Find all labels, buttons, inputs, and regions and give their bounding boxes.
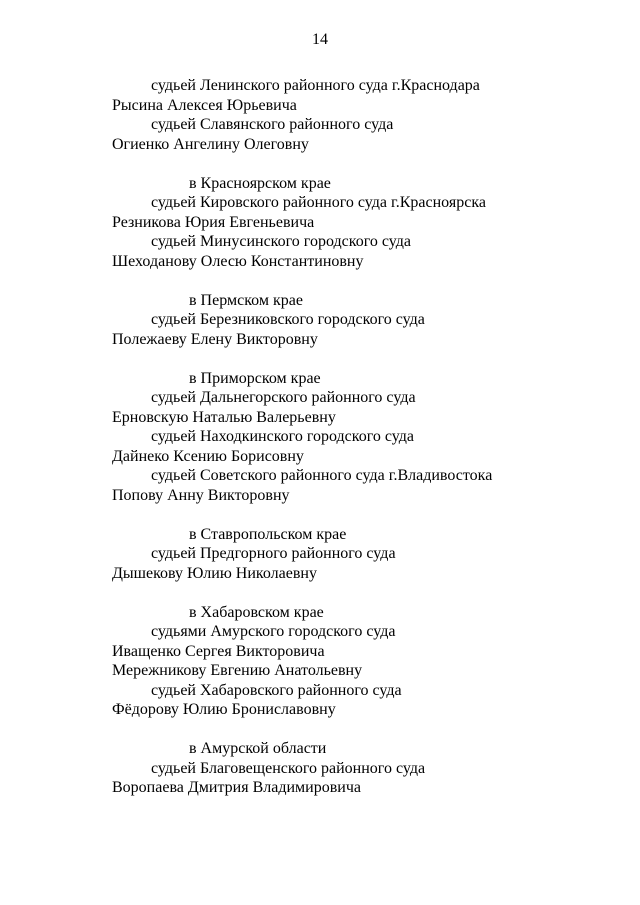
region-heading: в Пермском крае — [189, 291, 303, 309]
court-position-line: судьей Благовещенского районного суда — [151, 759, 426, 777]
appointment-block — [0, 369, 640, 506]
block-spacer — [0, 583, 640, 603]
court-position-line: судьей Советского районного суда г.Владивостока — [151, 467, 493, 484]
court-position-line: судьей Славянского районного суда — [151, 116, 394, 133]
person-name-line: Ерновскую Наталью Валерьевну — [112, 408, 336, 426]
appointment-block — [0, 174, 640, 272]
region-heading: в Красноярском крае — [189, 174, 331, 192]
person-name-line: Воропаева Дмитрия Владимировича — [112, 779, 362, 796]
appointment-block — [0, 739, 640, 798]
block-spacer — [0, 154, 640, 174]
page-number: 14 — [312, 31, 328, 48]
person-name-line: Фёдорову Юлию Брониславовну — [112, 701, 336, 718]
person-name-line: Дышекову Юлию Николаевну — [112, 564, 317, 582]
region-heading: в Хабаровском крае — [189, 603, 324, 621]
region-heading: в Амурской области — [189, 740, 327, 757]
court-position-line: судьей Кировского районного суда г.Красноярска — [151, 194, 486, 211]
person-name-line: Попову Анну Викторовну — [112, 486, 290, 504]
person-name-line: Мережникову Евгению Анатольевну — [112, 662, 363, 679]
region-heading: в Ставропольском крае — [189, 525, 347, 543]
court-position-line: судьей Ленинского районного суда г.Краснодара — [151, 77, 480, 94]
person-name-line: Рысина Алексея Юрьевича — [112, 96, 297, 114]
person-name-line: Шеходанову Олесю Константиновну — [112, 252, 364, 270]
court-position-line: судьей Дальнегорского районного суда — [151, 389, 416, 406]
person-name-line: Огиенко Ангелину Олеговну — [112, 135, 309, 153]
document-body — [0, 76, 640, 798]
block-spacer — [0, 505, 640, 525]
appointment-block — [0, 525, 640, 584]
court-position-line: судьей Березниковского городского суда — [151, 311, 425, 328]
court-position-line: судьями Амурского городского суда — [151, 623, 396, 640]
appointment-block — [0, 291, 640, 350]
appointment-block — [0, 603, 640, 720]
person-name-line: Полежаеву Елену Викторовну — [112, 330, 318, 348]
block-spacer — [0, 349, 640, 369]
block-spacer — [0, 720, 640, 740]
person-name-line: Резникова Юрия Евгеньевича — [112, 213, 315, 231]
court-position-line: судьей Находкинского городского суда — [151, 428, 415, 445]
court-position-line: судьей Хабаровского районного суда — [151, 681, 402, 699]
court-position-line: судьей Минусинского городского суда — [151, 233, 411, 250]
court-position-line: судьей Предгорного районного суда — [151, 545, 396, 562]
block-spacer — [0, 271, 640, 291]
region-heading: в Приморском крае — [189, 369, 321, 387]
person-name-line: Дайнеко Ксению Борисовну — [112, 447, 304, 465]
appointment-block — [0, 76, 640, 154]
person-name-line: Иващенко Сергея Викторовича — [112, 642, 325, 660]
